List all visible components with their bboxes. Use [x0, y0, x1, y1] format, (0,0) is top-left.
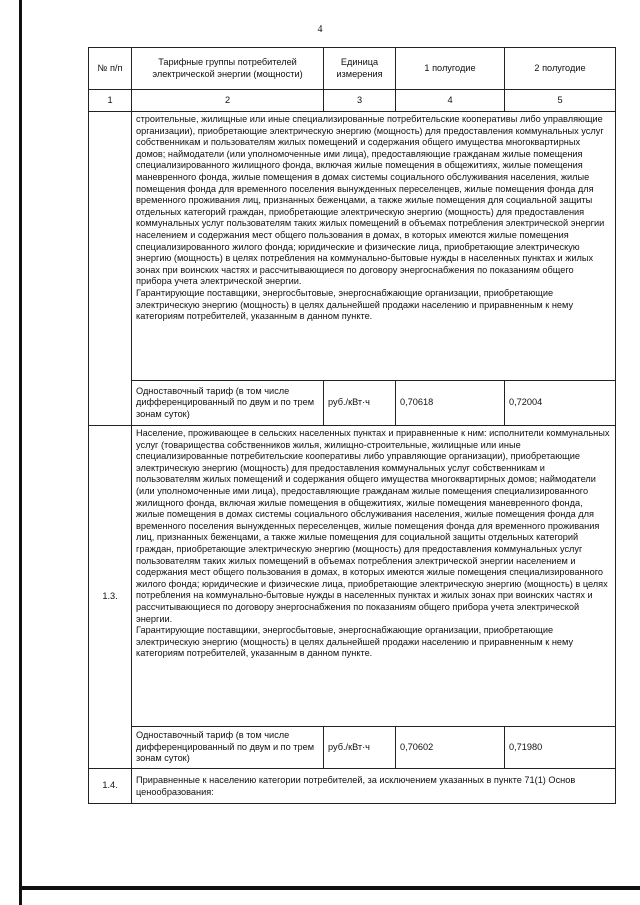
table-row [89, 426, 616, 727]
page-number: 4 [317, 24, 323, 35]
row-description-text-2: Гарантирующие поставщики, энергосбытовые, энергоснабжающие организации, приобретающие электрическую энергию (мощность) в целях дальнейшей продажи населению и приравненным к нему категориям потребителей, указанным в данном пункте. [136, 287, 574, 322]
tariff-name: Одноставочный тариф (в том числе дифференцированный по двум и по трем зонам суток) [132, 727, 324, 769]
tariff-half1 [396, 381, 505, 426]
tariff-table [88, 47, 616, 804]
row-description [132, 112, 616, 381]
col-number-4: 4 [396, 90, 505, 112]
column-number-row [89, 90, 616, 112]
header-half1: 1 полугодие [396, 48, 505, 90]
row-number-1-4: 1.4. [89, 769, 132, 804]
tariff-unit-text: руб./кВт·ч [328, 741, 370, 752]
tariff-half2 [505, 727, 616, 769]
row-number-cell [89, 112, 132, 426]
col-number-5: 5 [505, 90, 616, 112]
row-description [132, 769, 616, 804]
tariff-half1-value: 0,70602 [400, 741, 434, 752]
tariff-row [89, 727, 616, 769]
col-number-3: 3 [324, 90, 396, 112]
tariff-row [89, 381, 616, 426]
header-groups: Тарифные группы потребителей электрической энергии (мощности) [132, 48, 324, 90]
tariff-half1-value: 0,70618 [400, 397, 434, 408]
row-number-1-3: 1.3. [89, 426, 132, 769]
tariff-unit [324, 381, 396, 426]
col-number-1: 1 [89, 90, 132, 112]
table-row [89, 112, 616, 381]
row-description-text-2: Гарантирующие поставщики, энергосбытовые, энергоснабжающие организации, приобретающие электрическую энергию (мощность) в целях дальнейшей продажи населению и приравненным к нему категориям потребителей, указанным в данном пункте. [136, 625, 574, 659]
row-description-text: Население, проживающее в сельских населенных пунктах и приравненные к ним: исполнители коммунальных услуг (товарищества собственников жилья, жилищно-строительные, жилищные или иные специализированные потребительские кооперативы либо управляющие организации), приобретающие электрическую энергию (мощность) для предоставления коммунальных услуг собственникам и пользователям жилых помещений и содержания общего имущества многоквартирных домов; наймодатели (или уполномоченные ими лица), предоставляющие гражданам жилые помещения специализированного жилищного фонда, включая жилые помещения в общежитиях, жилые помещения маневренного фонда, жилые помещения в домах системы социального обслуживания населения, жилые помещения фонда для временного поселения вынужденных переселенцев, жилые помещения фонда для временного проживания лиц, признанных беженцами, а также жилые помещения для социальной защиты отдельных категорий граждан, приобретающие электрическую энергию (мощность) для предоставления коммунальных услуг пользователям таких жилых помещений в объемах потребления электрической энергии населением и содержания мест общего пользования в домах, в которых имеются жилые помещения специализированного жилого фонда; юридические и физические лица, приобретающие электрическую энергию (мощность) в целях потребления на коммунально-бытовые нужды в населенных пунктах и жилых зонах при воинских частях и рассчитывающиеся по договору энергоснабжения по показаниям общего прибора учета электрической энергии. [136, 428, 610, 624]
tariff-half2-value: 0,72004 [509, 397, 543, 408]
tariff-unit-text: руб./кВт·ч [328, 397, 370, 408]
tariff-unit [324, 727, 396, 769]
tariff-half2-value: 0,71980 [509, 741, 543, 752]
row-description-text: Приравненные к населению категории потребителей, за исключением указанных в пункте 71(1) Основ ценообразования: [136, 775, 576, 797]
tariff-half2 [505, 381, 616, 426]
header-half2: 2 полугодие [505, 48, 616, 90]
header-unit: Единица измерения [324, 48, 396, 90]
row-description [132, 426, 616, 727]
table-header-row [89, 48, 616, 90]
row-description-text: строительные, жилищные или иные специализированные потребительские кооперативы либо управляющие организации), приобретающие электрическую энергию (мощность) для предоставления коммунальных услуг собственникам и пользователям жилых помещений и содержания общего имущества многоквартирных домов; наймодатели (или уполномоченные ими лица), предоставляющие гражданам жилые помещения специализированного жилищного фонда, включая жилые помещения в общежитиях, жилые помещения маневренного фонда, жилые помещения в домах системы социального обслуживания населения, жилые помещения фонда для временного поселения вынужденных переселенцев, жилые помещения фонда для временного проживания лиц, признанных беженцами, а также жилые помещения для социальной защиты отдельных категорий граждан, приобретающие электрическую энергию (мощность) для предоставления коммунальных услуг пользователям таких жилых помещений в объемах потребления электрической энергии населением и содержания мест общего пользования в домах, в которых имеются жилые помещения специализированного жилого фонда; юридические и физические лица, приобретающие электрическую энергию (мощность) в целях потребления на коммунально-бытовые нужды в населенных пунктах и жилых зонах при воинских частях и рассчитывающиеся по договору энергоснабжения по показаниям общего прибора учета электрической энергии. [136, 114, 605, 287]
tariff-half1 [396, 727, 505, 769]
table-row [89, 769, 616, 804]
scan-left-border [19, 0, 22, 905]
tariff-name: Одноставочный тариф (в том числе дифференцированный по двум и по трем зонам суток) [132, 381, 324, 426]
col-number-2: 2 [132, 90, 324, 112]
header-num: № п/п [89, 48, 132, 90]
scan-bottom-border [19, 886, 640, 890]
